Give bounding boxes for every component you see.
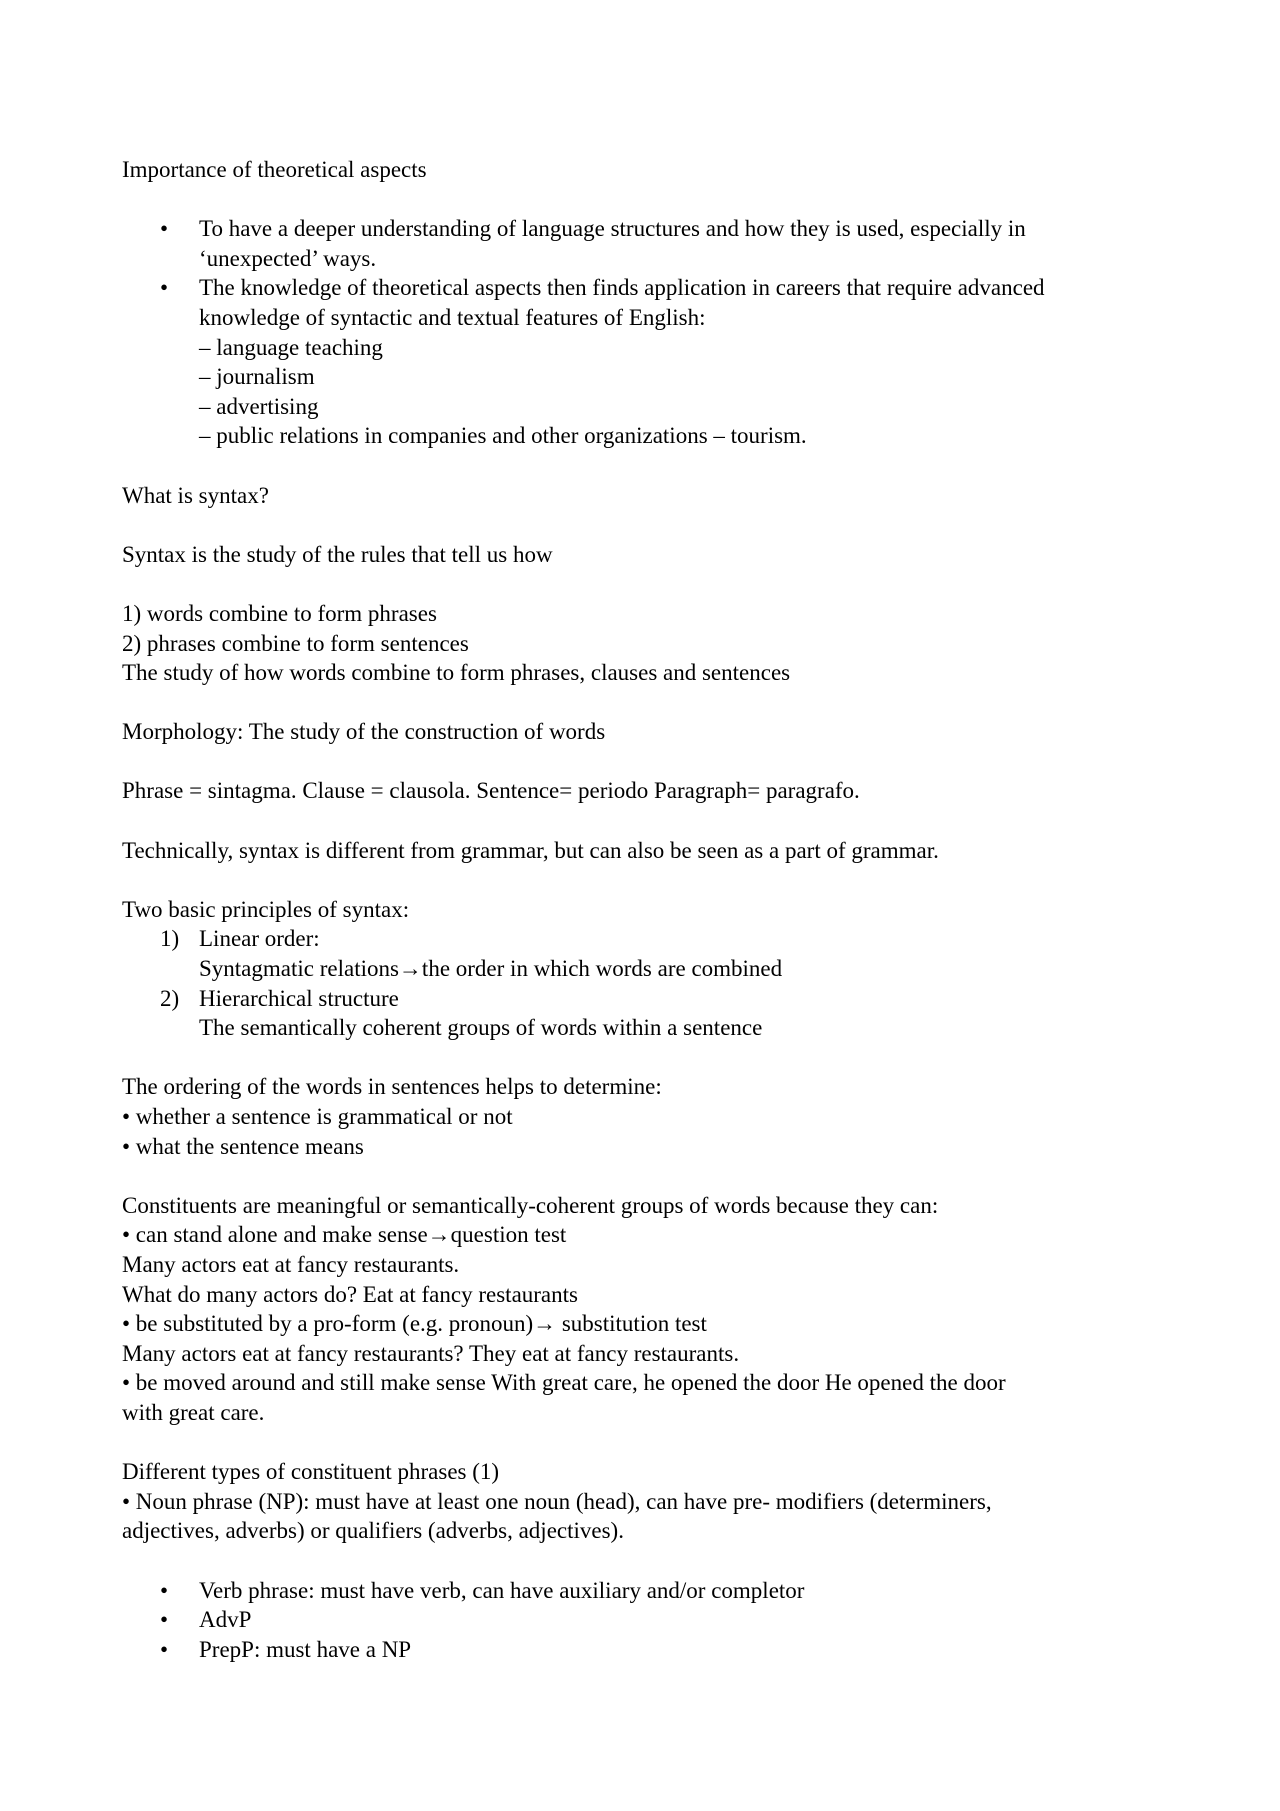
list-item: • whether a sentence is grammatical or not (122, 1104, 513, 1129)
bullet-icon: • (160, 1577, 169, 1603)
bullet-icon: • (160, 275, 169, 301)
example-line: Many actors eat at fancy restaurants. (122, 1251, 460, 1277)
list-item: • be substituted by a pro-form (e.g. pronoun)→ substitution test (122, 1311, 707, 1337)
bullet-item: • To have a deeper understanding of language structures and how they is used, especially in (122, 214, 1182, 244)
bullet-continuation: ‘unexpected’ ways. (199, 245, 377, 271)
list-item: • what the sentence means (122, 1133, 364, 1159)
career-item: – advertising (199, 393, 319, 419)
bullet-item: • PrepP: must have a NP (122, 1635, 1182, 1665)
list-item-continuation: adjectives, adverbs) or qualifiers (adverbs, adjectives). (122, 1518, 624, 1544)
paragraph-morphology: Morphology: The study of the construction of words (122, 719, 606, 745)
numbered-item: 2) Hierarchical structure (160, 985, 399, 1011)
career-item: – language teaching (199, 334, 383, 360)
career-item: – journalism (199, 364, 315, 390)
bullet-item: • AdvP (122, 1605, 1182, 1635)
paragraph: Syntax is the study of the rules that tell us how (122, 541, 553, 567)
career-item: – public relations in companies and other organizations – tourism. (199, 423, 807, 449)
numbered-item-description: Syntagmatic relations→the order in which words are combined (199, 956, 783, 982)
example-line: with great care. (122, 1399, 265, 1425)
list-item: 1) words combine to form phrases (122, 600, 437, 626)
section-title-principles: Two basic principles of syntax: (122, 896, 410, 922)
paragraph: The ordering of the words in sentences helps to determine: (122, 1074, 662, 1100)
list-item: • can stand alone and make sense→question test (122, 1222, 567, 1248)
paragraph-terms: Phrase = sintagma. Clause = clausola. Sentence= periodo Paragraph= paragrafo. (122, 778, 860, 804)
example-line: Many actors eat at fancy restaurants? They eat at fancy restaurants. (122, 1340, 740, 1366)
list-item: • be moved around and still make sense With great care, he opened the door He opened the door (122, 1370, 1006, 1396)
list-item: 2) phrases combine to form sentences (122, 630, 469, 656)
section-title-phrases: Different types of constituent phrases (1) (122, 1459, 500, 1485)
bullet-icon: • (160, 216, 169, 242)
paragraph: The study of how words combine to form phrases, clauses and sentences (122, 660, 791, 686)
section-title-syntax: What is syntax? (122, 482, 269, 508)
bullet-item: • The knowledge of theoretical aspects then finds application in careers that require advanced (122, 273, 1182, 303)
paragraph-technically: Technically, syntax is different from grammar, but can also be seen as a part of grammar. (122, 837, 939, 863)
bullet-continuation: knowledge of syntactic and textual features of English: (199, 304, 706, 330)
list-item: • Noun phrase (NP): must have at least one noun (head), can have pre- modifiers (determiners, (122, 1488, 992, 1514)
bullet-item: • Verb phrase: must have verb, can have auxiliary and/or completor (122, 1576, 1182, 1606)
example-line: What do many actors do? Eat at fancy restaurants (122, 1281, 578, 1307)
bullet-icon: • (160, 1607, 169, 1633)
numbered-item: 1) Linear order: (160, 926, 320, 952)
section-title-importance: Importance of theoretical aspects (122, 157, 427, 182)
paragraph-constituents: Constituents are meaningful or semantically-coherent groups of words because they can: (122, 1192, 939, 1218)
document-body (122, 155, 1182, 1664)
bullet-icon: • (160, 1636, 169, 1662)
numbered-item-description: The semantically coherent groups of words within a sentence (199, 1015, 763, 1041)
